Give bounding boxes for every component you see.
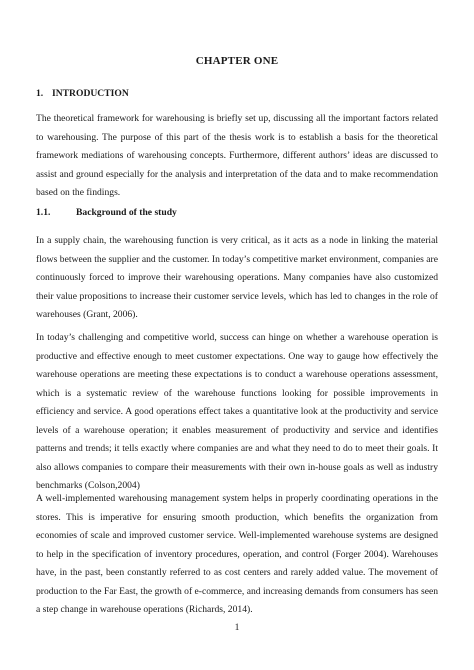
- body-paragraph-3: A well-implemented warehousing management system helps in properly coordinating operations in the stores. This is imperative for ensuring smooth production, which benefits the organization from economies of scale and improved customer service. Well-implemented warehouse systems are designed to help in the specification of inventory procedures, operation, and control (Forger 2004). Warehouses have, in the past, been constantly referred to as cost centers and rarely added value. The movement of production to the Far East, the growth of e-commerce, and increasing demands from consumers has seen a step change in warehouse operations (Richards, 2014).: [36, 493, 439, 615]
- intro-heading-title: INTRODUCTION: [52, 88, 129, 99]
- section-heading-number: 1.1.: [36, 207, 51, 218]
- intro-heading: [36, 88, 129, 99]
- page-number: 1: [234, 622, 240, 633]
- intro-paragraph: The theoretical framework for warehousing is briefly set up, discussing all the important factors related to warehousing. The purpose of this part of the thesis work is to establish a basis for the theoretical framework mediations of warehousing concepts. Furthermore, different authors’ ideas are discussed to assist and ground especially for the analysis and interpretation of the data and to make recommendation based on the findings.: [36, 113, 438, 198]
- body-paragraph-1: In a supply chain, the warehousing function is very critical, as it acts as a node in linking the material flows between the supplier and the customer. In today’s competitive market environment, companies are continuously forced to improve their warehousing operations. Many companies have also customized their value propositions to increase their customer service levels, which has led to changes in the role of warehouses (Grant, 2006).: [36, 235, 438, 320]
- chapter-title: CHAPTER ONE: [195, 55, 279, 67]
- section-heading-title: Background of the study: [76, 207, 177, 218]
- body-paragraph-2: In today’s challenging and competitive world, success can hinge on whether a warehouse operation is productive and effective enough to meet customer expectations. One way to gauge how effectively the warehouse operations are meeting these expectations is to conduct a warehouse operations assessment, which is a systematic review of the warehouse functions looking for possible improvements in efficiency and service. A good operations effect takes a quantitative look at the productivity and service levels of a warehouse operation; it enables measurement of productivity and service and identifies patterns and trends; it tells exactly where companies are and what they need to do to meet their goals. It also allows companies to compare their measurements with their own in-house goals as well as industry benchmarks (Colson,2004): [36, 332, 438, 491]
- intro-heading-number: 1.: [36, 88, 44, 99]
- section-heading: [36, 207, 177, 218]
